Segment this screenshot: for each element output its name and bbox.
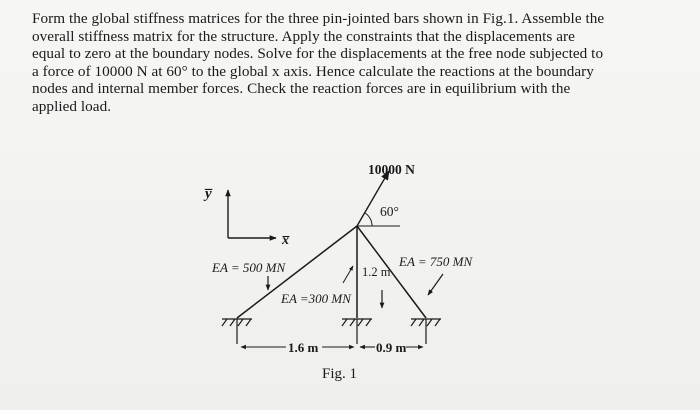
problem-line: equal to zero at the boundary nodes. Solve for the displacements at the free node subjected to <box>32 45 604 63</box>
global-axes <box>203 186 290 248</box>
dim-left-label: 1.6 m <box>288 340 319 355</box>
support-left <box>222 319 252 344</box>
support-right <box>411 319 441 344</box>
force-label: 10000 N <box>368 162 415 177</box>
problem-line: overall stiffness matrix for the structure. Apply the constraints that the displacements are <box>32 27 575 45</box>
ea-middle-label: EA =300 MN <box>281 291 351 306</box>
problem-line: nodes and internal member forces. Check the reaction forces are in equilibrium with the <box>32 80 571 98</box>
dim-right-label: 0.9 m <box>376 340 407 355</box>
ea-left-label: EA = 500 MN <box>212 260 286 275</box>
ea-right-label: EA = 750 MN <box>399 254 473 269</box>
figure-caption: Fig. 1 <box>322 366 358 382</box>
problem-line: Form the global stiffness matrices for the three pin-jointed bars shown in Fig.1. Assemble the <box>32 10 605 27</box>
applied-force <box>357 162 415 226</box>
height-label: 1.2 m <box>362 265 391 279</box>
problem-line: a force of 10000 N at 60° to the global x axis. Hence calculate the reactions at the boundary <box>32 62 594 80</box>
member-labels <box>211 254 473 308</box>
support-middle <box>342 319 372 344</box>
height-pointer <box>343 266 353 283</box>
angle-label: 60° <box>380 204 399 219</box>
dimensions <box>241 340 423 355</box>
problem-line: applied load. <box>32 97 112 115</box>
x-axis-label: x̅ <box>282 233 289 248</box>
angle-arc <box>365 213 372 226</box>
local-arrow-right <box>428 274 443 295</box>
y-axis-label: y̅ <box>205 186 212 202</box>
